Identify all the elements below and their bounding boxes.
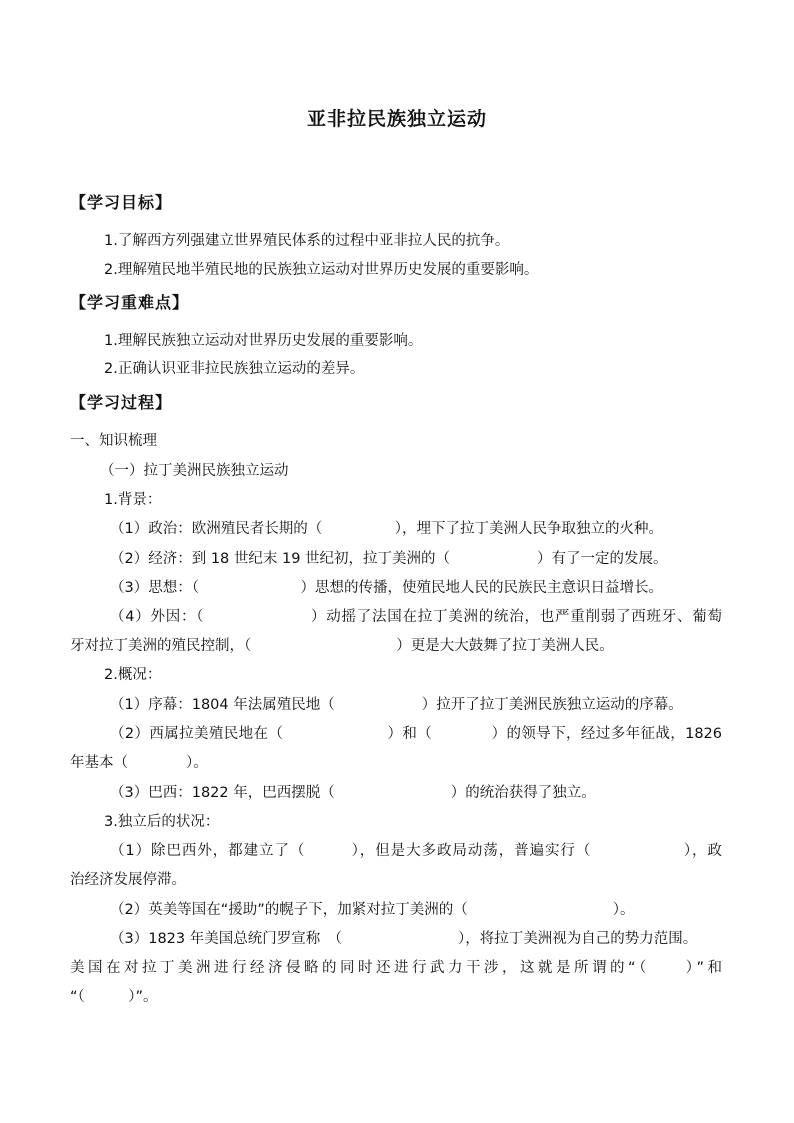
overview-spanish-line-2: 年基本（ ）。 <box>70 755 208 771</box>
key-point-item-1: 1.理解民族独立运动对世界历史发展的重要影响。 <box>104 333 423 349</box>
process-heading: 【学习过程】 <box>70 393 173 412</box>
after-independence-label: 3.独立后的状况： <box>104 814 220 830</box>
background-economy: （2）经济：到 18 世纪末 19 世纪初，拉丁美洲的（ ）有了一定的发展。 <box>110 551 668 567</box>
background-politics: （1）政治：欧洲殖民者长期的（ ），埋下了拉丁美洲人民争取独立的火种。 <box>110 521 663 537</box>
after-monroe-line-1: （3）1823 年美国总统门罗宣称 （ ），将拉丁美洲视为自己的势力范围。 <box>110 931 698 947</box>
overview-spanish-line-1: （2）西属拉美殖民地在（ ）和（ ）的领导下，经过多年征战，1826 <box>110 726 722 742</box>
overview-label: 2.概况： <box>104 667 162 683</box>
background-external-line-1: （4）外因：（ ）动摇了法国在拉丁美洲的统治，也严重削弱了西班牙、葡萄 <box>110 609 722 625</box>
after-republic-line-1: （1）除巴西外，都建立了（ ），但是大多政局动荡，普遍实行（ ），政 <box>110 843 722 859</box>
objective-item-2: 2.理解殖民地半殖民地的民族独立运动对世界历史发展的重要影响。 <box>104 262 539 278</box>
overview-prelude: （1）序幕：1804 年法属殖民地（ ）拉开了拉丁美洲民族独立运动的序幕。 <box>110 697 683 713</box>
document-title: 亚非拉民族独立运动 <box>306 108 487 130</box>
overview-brazil: （3）巴西：1822 年，巴西摆脱（ ）的统治获得了独立。 <box>110 785 596 801</box>
background-label: 1.背景： <box>104 492 162 508</box>
section-knowledge-review: 一、知识梳理 <box>70 433 157 449</box>
objective-item-1: 1.了解西方列强建立世界殖民体系的过程中亚非拉人民的抗争。 <box>104 233 510 249</box>
after-monroe-line-3: “（ ）”。 <box>70 989 158 1005</box>
background-thought: （3）思想：（ ）思想的传播，使殖民地人民的民族民主意识日益增长。 <box>110 580 663 596</box>
after-powers: （2）英美等国在“援助”的幌子下，加紧对拉丁美洲的（ ）。 <box>110 902 635 918</box>
after-republic-line-2: 治经济发展停滞。 <box>70 872 186 888</box>
after-monroe-line-2: 美国在对拉丁美洲进行经济侵略的同时还进行武力干涉，这就是所谓的“（ ）”和 <box>70 960 722 976</box>
key-points-heading: 【学习重难点】 <box>70 293 190 312</box>
key-point-item-2: 2.正确认识亚非拉民族独立运动的差异。 <box>104 361 365 377</box>
background-external-line-2: 牙对拉丁美洲的殖民控制，（ ）更是大大鼓舞了拉丁美洲人民。 <box>70 638 614 654</box>
subsection-latin-america: （一）拉丁美洲民族独立运动 <box>100 463 289 479</box>
objectives-heading: 【学习目标】 <box>70 193 173 212</box>
